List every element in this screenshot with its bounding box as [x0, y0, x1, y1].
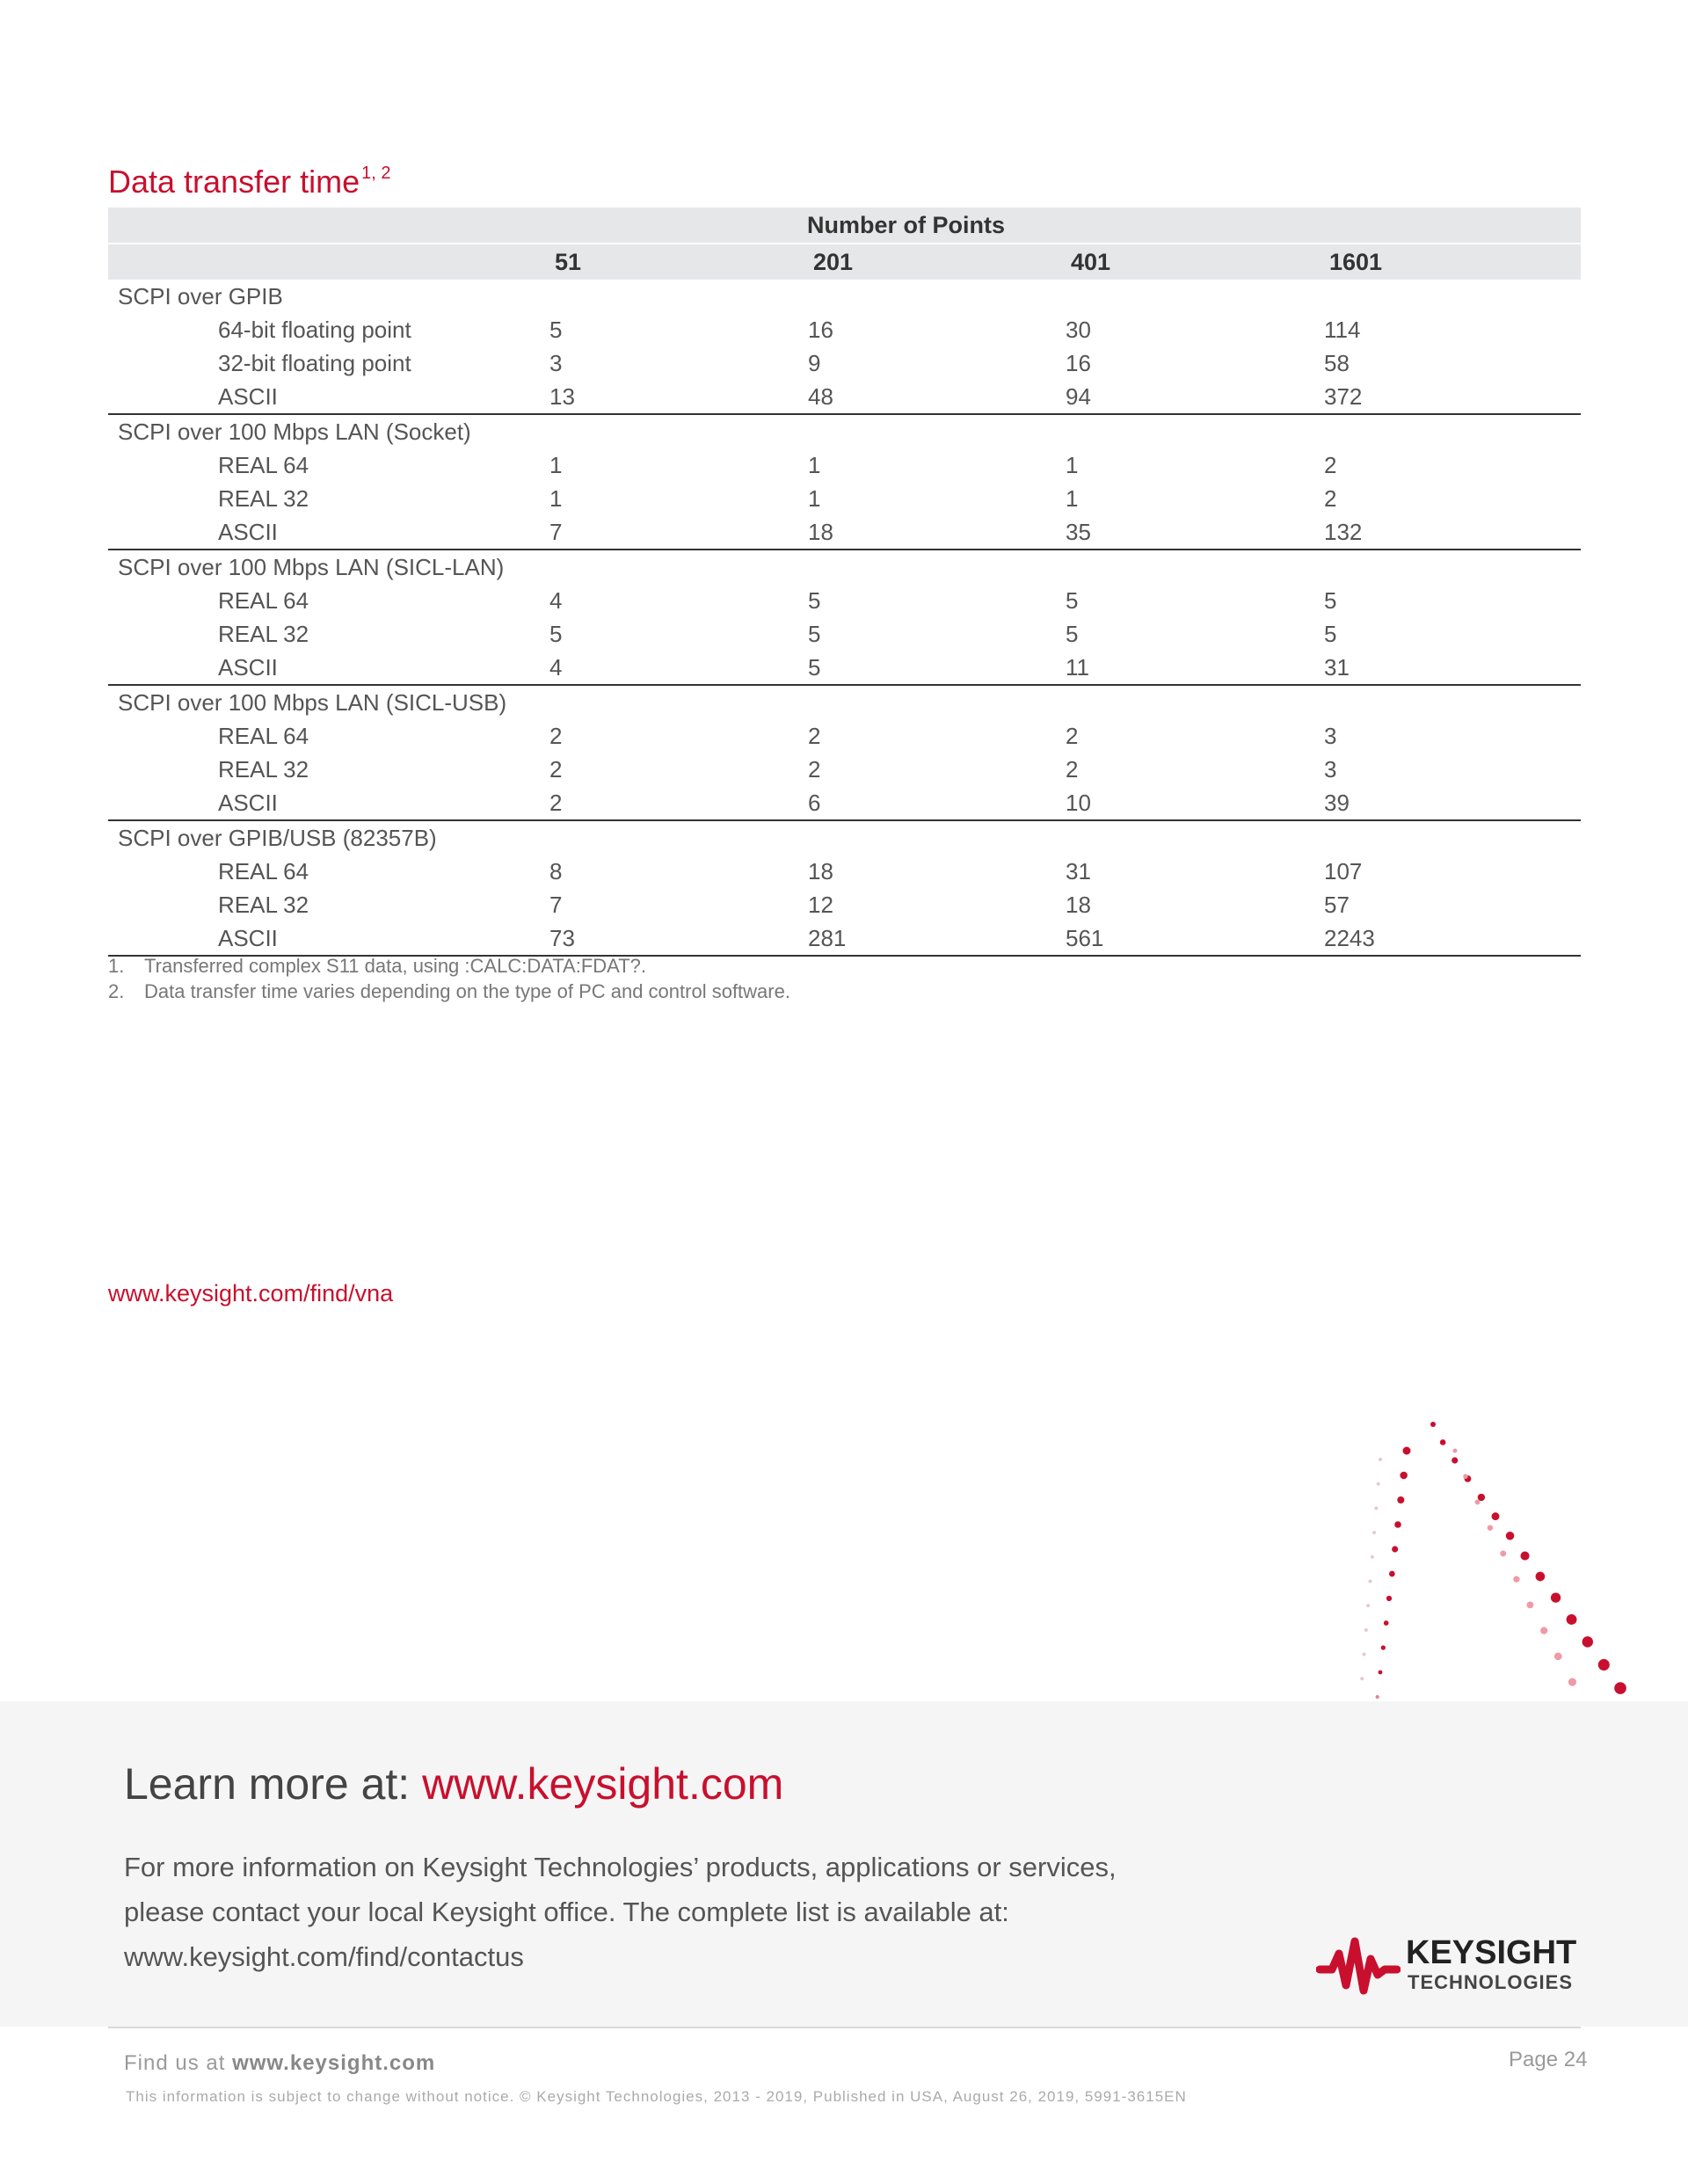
decorative-dot [1377, 1482, 1380, 1486]
row-label: REAL 32 [218, 484, 309, 512]
decorative-dot [1384, 1620, 1389, 1626]
group-label: SCPI over 100 Mbps LAN (SICL-LAN) [118, 553, 505, 580]
decorative-dot [1463, 1474, 1467, 1479]
table-cell: 12 [808, 891, 833, 918]
table-cell: 5 [808, 620, 821, 647]
table-cell: 4 [548, 651, 806, 685]
decorative-dot [1506, 1532, 1515, 1540]
decorative-dot [1374, 1506, 1378, 1510]
table-cell: 18 [808, 857, 833, 885]
table-row [108, 753, 1581, 786]
table-group-row [108, 820, 1581, 855]
decorative-dot [1567, 1614, 1577, 1625]
footnote: 2. Data transfer time varies depending on the type of PC and control software. [108, 980, 790, 1002]
table-cell: 58 [1324, 349, 1350, 376]
decorative-dot [1403, 1447, 1411, 1455]
table-cell: 94 [1064, 380, 1322, 414]
decorative-dot [1376, 1695, 1379, 1699]
learn-more-link[interactable]: www.keysight.com [422, 1759, 784, 1809]
row-label: REAL 64 [218, 857, 309, 885]
decorative-dot [1364, 1628, 1368, 1632]
decorative-dot [1453, 1449, 1458, 1453]
vna-link[interactable]: www.keysight.com/find/vna [108, 1280, 394, 1307]
table-cell: 31 [1322, 651, 1581, 685]
decorative-dot [1389, 1571, 1395, 1577]
table-cell: 8 [549, 857, 563, 885]
table-cell: 5 [1324, 620, 1337, 647]
decorative-dot [1371, 1555, 1374, 1559]
keysight-wave-icon [1316, 1934, 1401, 1998]
decorative-dot [1400, 1472, 1408, 1480]
decorative-dot [1540, 1627, 1547, 1634]
table-cell: 39 [1322, 786, 1581, 820]
decorative-dot [1372, 1531, 1376, 1534]
table-row [108, 346, 1581, 380]
table-cell: 3 [1324, 755, 1337, 783]
group-label: SCPI over 100 Mbps LAN (SICL-USB) [118, 688, 507, 716]
footnotes [108, 953, 790, 1004]
row-label: ASCII [108, 515, 548, 550]
table-group-row [108, 685, 1581, 719]
table-cell: 16 [808, 316, 833, 343]
decorative-dot [1440, 1439, 1446, 1445]
header-group-label: Number of Points [548, 207, 1581, 244]
contact-link[interactable]: www.keysight.com/find/contactus [124, 1941, 524, 1972]
table-group-row [108, 280, 1581, 313]
table-cell: 5 [549, 620, 563, 647]
table-cell: 2 [549, 722, 563, 749]
decorative-dot [1392, 1546, 1398, 1552]
table-row [108, 448, 1581, 482]
footer-divider [108, 2027, 1581, 2028]
table-cell: 2 [1324, 451, 1337, 478]
decorative-dot [1360, 1677, 1364, 1680]
table-cell: 18 [806, 515, 1064, 550]
row-label: REAL 64 [218, 451, 309, 478]
decorative-dot [1452, 1457, 1458, 1463]
row-label: ASCII [108, 921, 548, 956]
row-label: ASCII [108, 651, 548, 685]
table-cell: 2 [1324, 484, 1337, 512]
legal-notice: This information is subject to change without notice. © Keysight Technologies, 2013 - 2019, Published in USA, August 26, 2019, 5991-3615EN [126, 2088, 1187, 2105]
table-cell: 6 [806, 786, 1064, 820]
table-row [108, 515, 1581, 550]
table-cell: 5 [1066, 620, 1079, 647]
group-label: SCPI over GPIB [118, 282, 283, 309]
table-cell: 1 [549, 451, 563, 478]
table-cell: 57 [1324, 891, 1350, 918]
table-row [108, 855, 1581, 888]
table-cell: 16 [1066, 349, 1091, 376]
table-cell: 2243 [1322, 921, 1581, 956]
decorative-dot [1363, 1653, 1366, 1656]
table-row [108, 380, 1581, 414]
table-row [108, 651, 1581, 685]
table-cell: 3 [1324, 722, 1337, 749]
column-header: 401 [1064, 244, 1322, 280]
table-cell: 107 [1324, 857, 1363, 885]
contact-info: For more information on Keysight Technologies’ products, applications or services, please contact your local Keysight office. The complete list is available at: www.keysight.com/find/contactus [124, 1845, 1179, 1979]
decorative-dot [1582, 1636, 1593, 1647]
table-cell: 7 [548, 515, 806, 550]
decorative-dot [1386, 1596, 1392, 1601]
keysight-logo: KEYSIGHT TECHNOLOGIES [1316, 1934, 1580, 1998]
table-cell: 1 [549, 484, 563, 512]
decorative-dot [1614, 1682, 1626, 1694]
decorative-dot [1568, 1678, 1576, 1686]
decorative-dot [1500, 1551, 1506, 1557]
row-label: REAL 32 [218, 620, 309, 647]
table-cell: 2 [808, 722, 821, 749]
decorative-dot [1394, 1521, 1401, 1528]
decorative-dot [1513, 1576, 1519, 1583]
table-cell: 2 [1066, 722, 1079, 749]
table-row [108, 888, 1581, 921]
table-cell: 1 [808, 451, 821, 478]
decorative-dot [1554, 1653, 1562, 1661]
title-footnote-refs: 1, 2 [361, 164, 391, 183]
row-label: REAL 32 [218, 755, 309, 783]
table-cell: 2 [1066, 755, 1079, 783]
decorative-dot [1381, 1645, 1386, 1649]
decorative-dot [1598, 1659, 1610, 1671]
decorative-dot [1492, 1512, 1500, 1520]
page-number: Page 24 [1509, 2048, 1588, 2071]
table-cell: 1 [808, 484, 821, 512]
group-label: SCPI over 100 Mbps LAN (Socket) [118, 418, 471, 445]
table-cell: 372 [1322, 380, 1581, 414]
table-cell: 2 [549, 755, 563, 783]
table-group-row [108, 550, 1581, 584]
table-cell: 31 [1066, 857, 1091, 885]
data-transfer-table [108, 207, 1581, 957]
table-cell: 114 [1324, 316, 1361, 343]
table-row [108, 719, 1581, 753]
table-cell: 10 [1064, 786, 1322, 820]
decorative-dot [1488, 1525, 1493, 1531]
row-label: 32-bit floating point [218, 349, 411, 376]
decorative-dot [1536, 1572, 1546, 1582]
table-group-row [108, 414, 1581, 448]
row-label: ASCII [108, 786, 548, 820]
decorative-dot [1551, 1592, 1561, 1602]
table-cell: 281 [806, 921, 1064, 956]
row-label: REAL 64 [218, 586, 309, 614]
table-cell: 561 [1064, 921, 1322, 956]
page-title: Data transfer time $^{1, 2}$ [108, 164, 391, 200]
table-row [108, 617, 1581, 651]
table-row [108, 921, 1581, 956]
table-cell: 3 [549, 349, 563, 376]
table-cell: 7 [549, 891, 563, 918]
table-cell: 4 [549, 586, 563, 614]
table-cell: 48 [806, 380, 1064, 414]
decorative-dot [1379, 1458, 1382, 1461]
table-cell: 5 [1324, 586, 1337, 614]
decorative-dot [1475, 1500, 1481, 1505]
table-row [108, 584, 1581, 617]
table-cell: 1 [1066, 451, 1079, 478]
table-cell: 30 [1066, 316, 1091, 343]
row-label: 64-bit floating point [218, 316, 411, 343]
find-us-link[interactable]: www.keysight.com [232, 2051, 436, 2075]
decorative-dot [1368, 1579, 1372, 1583]
table-cell: 5 [806, 651, 1064, 685]
table-cell: 5 [808, 586, 821, 614]
table-cell: 5 [549, 316, 563, 343]
footnote: 1. Transferred complex S11 data, using :CALC:DATA:FDAT?. [108, 955, 646, 977]
group-label: SCPI over GPIB/USB (82357B) [118, 824, 437, 851]
table-cell: 2 [808, 755, 821, 783]
column-header: 201 [806, 244, 1064, 280]
table-cell: 2 [548, 786, 806, 820]
table-cell: 1 [1066, 484, 1079, 512]
find-us: Find us at www.keysight.com [124, 2051, 436, 2075]
row-label: REAL 32 [218, 891, 309, 918]
table-row [108, 482, 1581, 515]
column-header: 51 [548, 244, 806, 280]
decorative-dot [1366, 1604, 1370, 1607]
learn-more-heading: Learn more at: www.keysight.com [124, 1759, 784, 1809]
decorative-dot [1520, 1552, 1529, 1561]
table-cell: 11 [1064, 651, 1322, 685]
decorative-dot [1397, 1496, 1404, 1503]
table-cell: 18 [1066, 891, 1091, 918]
column-header: 1601 [1322, 244, 1581, 280]
decorative-dot [1379, 1671, 1383, 1675]
decorative-dot [1527, 1602, 1534, 1609]
table-cell: 73 [548, 921, 806, 956]
decorative-dot [1430, 1422, 1436, 1427]
table-row [108, 786, 1581, 820]
table-cell: 35 [1064, 515, 1322, 550]
table-cell: 13 [548, 380, 806, 414]
table-cell: 9 [808, 349, 821, 376]
table-cell: 5 [1066, 586, 1079, 614]
table-cell: 132 [1322, 515, 1581, 550]
row-label: REAL 64 [218, 722, 309, 749]
row-label: ASCII [108, 380, 548, 414]
table-row [108, 313, 1581, 346]
